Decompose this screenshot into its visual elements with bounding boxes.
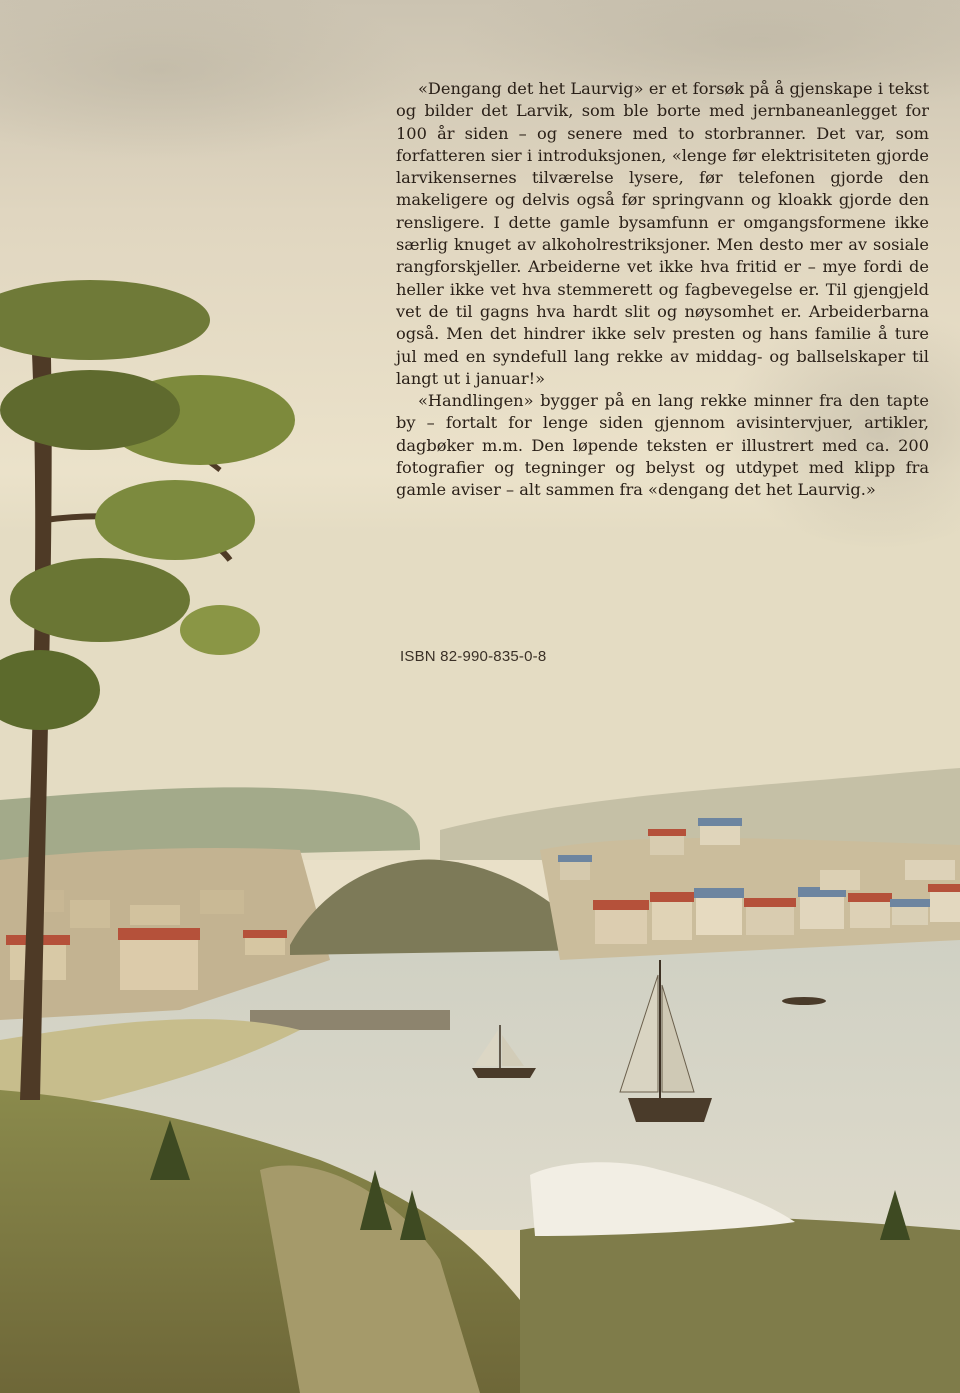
blurb-paragraph: «Handlingen» bygger på en lang rekke minner fra den tapte by – fortalt for lenge siden gjennom avisintervjuer, artikler, dagbøker m.m. Den løpende teksten er illustrert med ca. 200 fotografier og tegninger og belyst og utdypet med klipp fra gamle aviser – alt sammen fra «dengang det het Laurvig.» (396, 391, 929, 500)
blurb-paragraph: «Dengang det het Laurvig» er et forsøk på å gjenskape i tekst og bilder det Larvik, som ble borte med jernbaneanlegget for 100 år siden – og senere med to storbranner. Det var, som forfatteren sier i introduksjonen, «lenge før elektrisiteten gjorde larvikensernes tilværelse lysere, før telefonen gjorde den makeligere og delvis også før springvann og kloakk gjorde den rensligere. I dette gamle bysamfunn er omgangsformene ikke særlig knuget av alkoholrestriksjoner. Men desto mer av sosiale rangforskjeller. Arbeiderne vet ikke hva fritid er – mye fordi de heller ikke vet hva stemmerett og fagbevegelse er. Til gjengjeld vet de til gagns hva hardt slit og nøysomhet er. Arbeiderbarna også. Men det hindrer ikke selv presten og hans familie å ture jul med en syndefull lang rekke av middag- og ballselskaper til langt ut i januar!» (396, 79, 929, 388)
foreground-bank (520, 1217, 960, 1393)
isbn-number: ISBN 82-990-835-0-8 (400, 648, 547, 665)
back-cover-blurb (396, 78, 929, 502)
rowboat (782, 997, 826, 1005)
